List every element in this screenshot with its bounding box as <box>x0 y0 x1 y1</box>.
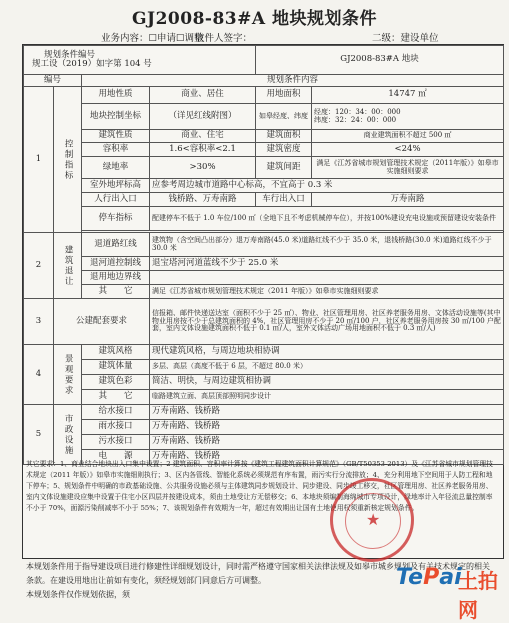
vehicle-entry-label: 车行出入口 <box>256 193 312 207</box>
lonlat-label: 如皋经度、纬度 <box>256 104 312 130</box>
facilities-value: 信报箱、邮件快递送达室（面积不少于 25 ㎡）、物业、社区管理用房、社区养老服务用房、文体活动设施等(其中物业用房按不少于总建筑面积的 4%，社区管理用房不少于 20 ㎡/100 户，社区养老服务用房按 30 ㎡/100 户配套，室内文体设施建筑面积不低于 0.1 ㎡/人，室外文体活动广场用地面积不低于 0.3 ㎡/人) <box>150 299 504 345</box>
color-label: 建筑色彩 <box>82 375 150 390</box>
pedestrian-entry-value: 钱桥路、万寿南路 <box>150 193 256 207</box>
spacing-label: 建筑间距 <box>256 157 312 179</box>
sewage-label: 污水接口 <box>82 435 150 450</box>
code-label: 规划条件编号 <box>44 49 96 60</box>
lonlat-value <box>312 104 504 130</box>
parking-label: 停车指标 <box>82 207 150 231</box>
latitude: 纬度：32：24：00：000 <box>314 115 397 124</box>
power-label: 电 源 <box>82 450 150 465</box>
plot-code: GJ2008-83#A 地块 <box>256 46 504 75</box>
rainwater-value: 万寿南路、钱桥路 <box>150 420 504 435</box>
floor-area-value: 商业建筑面积不超过 500 ㎡ <box>312 130 504 143</box>
setback-other-value: 满足《江苏省城市规划管理技术规定（2011 年版）》如皋市实施细则要求 <box>150 285 504 299</box>
section-2-name: 建筑退让 <box>54 233 82 299</box>
footer-paragraph-1: 本规划条件用于指导建设项目进行修建性详细规划设计，同时需严格遵守国家相关法律法规及如皋市城乡规划及有关技术规定的相关条款。在建设用地出让前如有变化，须经规划部门同意后方可调整。 <box>26 562 490 585</box>
other-requirements: 其它要求：1、商业结合地块出入口集中设置；2 建筑面积、容积率计算按《建筑工程建筑面积计算规范》（GB/T50353-2013）及《江苏省城市规划管理技术规定（2011 年版）》如皋市实施细则执行；3、区内各管线、智能化系统必须规范有序布置，雨污实行分流排放；4、充分利用地下空间用于人防工程和地下停车；5、规划条件中明确的市政基础设施、公共服务设施必须与主体建筑同步规划设计、同步建设、同步竣工移交，社区管理用房、社区养老服务用房、室内文体设施建设应集中设置于住宅小区四层并按建设成本，须由土地受让方无偿移交；6、本地块须编制海绵城市专项设计，绿地率计入年径流总量控制率不小于 70%，面源污染削减率不小于 55%；7、该规划条件有效期为一年，超过有效期出让国有土地使用权须重新核定规划条件。 <box>26 460 493 512</box>
section-3-name: 公建配套要求 <box>54 299 150 345</box>
far-label: 容积率 <box>82 143 150 157</box>
tepai-watermark-logo: TePai 土拍网 <box>396 565 498 622</box>
code-value: 规工设（2019）如字第 104 号 <box>32 59 152 69</box>
coord-value: （详见红线附图） <box>150 104 256 130</box>
river-setback-label: 退河道控制线 <box>82 257 150 271</box>
style-label: 建筑风格 <box>82 345 150 360</box>
massing-value: 多层、高层（高度不低于 6 层，不超过 80.0 米） <box>150 360 504 375</box>
official-seal: ★ <box>330 478 414 562</box>
sewage-value: 万寿南路、钱桥路 <box>150 435 504 450</box>
col-number: 编号 <box>24 75 82 87</box>
density-value: <24% <box>312 143 504 157</box>
document-title: GJ2008-83#A 地块规划条件 <box>132 9 377 29</box>
water-supply-label: 给水接口 <box>82 405 150 420</box>
river-setback-value: 退宝塔河河道蓝线不少于 25.0 米 <box>150 257 504 271</box>
copy-level: 二级：建设单位 <box>372 33 439 44</box>
green-ratio-label: 绿地率 <box>82 157 150 179</box>
power-value: 万寿南路、钱桥路 <box>150 450 504 465</box>
section-5-number: 5 <box>24 405 54 465</box>
spacing-value: 满足《江苏省城市规划管理技术规定（2011年版）》如皋市实施细则要求 <box>312 157 504 179</box>
recipient-signature: 收件人签字： <box>195 33 253 44</box>
elevation-label: 室外地坪标高 <box>82 179 150 193</box>
conditions-table <box>23 45 504 465</box>
coord-label: 地块控制坐标 <box>82 104 150 130</box>
pedestrian-entry-label: 人行出入口 <box>82 193 150 207</box>
land-area-value: 14747 ㎡ <box>312 87 504 104</box>
rainwater-label: 雨水接口 <box>82 420 150 435</box>
footer-paragraph-2: 本规划条件仅作规划依据，须 <box>26 590 130 599</box>
water-supply-value: 万寿南路、钱桥路 <box>150 405 504 420</box>
building-use-label: 建筑性质 <box>82 130 150 143</box>
col-content: 规划条件内容 <box>82 75 504 87</box>
vehicle-entry-value: 万寿南路 <box>312 193 504 207</box>
land-area-label: 用地面积 <box>256 87 312 104</box>
section-5-name: 市政设施 <box>54 405 82 465</box>
road-setback-label: 退道路红线 <box>82 233 150 257</box>
landscape-other-value: 临路建筑立面、高层顶部照明同步设计 <box>150 390 504 405</box>
header-row <box>24 46 504 75</box>
green-ratio-value: >30% <box>150 157 256 179</box>
setback-other-label: 其 它 <box>82 285 150 299</box>
boundary-setback-value <box>150 271 504 285</box>
section-3-number: 3 <box>24 299 54 345</box>
section-4-number: 4 <box>24 345 54 405</box>
landscape-other-label: 其 它 <box>82 390 150 405</box>
far-value: 1.6<容积率<2.1 <box>150 143 256 157</box>
longitude: 经度：120：34：00：000 <box>314 107 401 116</box>
building-use-value: 商业、住宅 <box>150 130 256 143</box>
boundary-setback-label: 退用地边界线 <box>82 271 150 285</box>
style-value: 现代建筑风格，与周边地块相协调 <box>150 345 504 360</box>
color-value: 简洁、明快，与周边建筑相协调 <box>150 375 504 390</box>
section-2-number: 2 <box>24 233 54 299</box>
density-label: 建筑密度 <box>256 143 312 157</box>
floor-area-label: 建筑面积 <box>256 130 312 143</box>
parking-value: 配建停车不低于 1.0 车位/100 ㎡（全地下且不考虑机械停车位），并按100%建设充电设施或预留建设安装条件 <box>150 207 504 231</box>
section-1-name: 控制指标 <box>54 87 82 233</box>
land-use-value: 商业、居住 <box>150 87 256 104</box>
business-type: 业务内容：☐申请☐调整 <box>101 33 204 44</box>
section-4-name: 景观要求 <box>54 345 82 405</box>
section-1-number: 1 <box>24 87 54 233</box>
elevation-value: 应参考周边城市道路中心标高，不宜高于 0.3 米 <box>150 179 504 193</box>
land-use-label: 用地性质 <box>82 87 150 104</box>
condition-code-cell <box>24 46 256 75</box>
road-setback-value: 建筑物（含空间凸出部分）退万寿南路(45.0 米)道路红线不少于 35.0 米，退钱桥路(30.0 米)道路红线不少于 30.0 米 <box>150 233 504 257</box>
massing-label: 建筑体量 <box>82 360 150 375</box>
